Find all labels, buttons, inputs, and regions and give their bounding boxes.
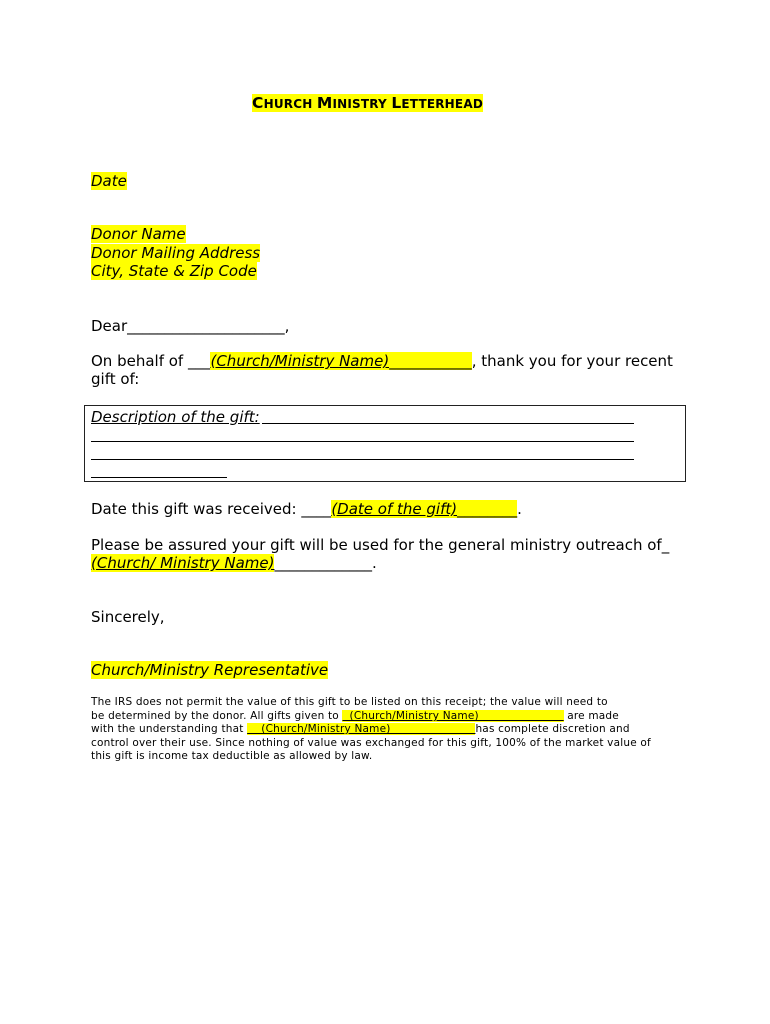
- disclaimer-line-5: this gift is income tax deductible as allowed by law.: [91, 750, 373, 762]
- description-rule-4: [91, 477, 227, 478]
- church-name-placeholder-3: (Church/Ministry Name): [342, 710, 564, 722]
- description-rule-1: [262, 423, 634, 424]
- church-name-placeholder-2: (Church/ Ministry Name): [91, 554, 275, 572]
- description-rule-3: [91, 459, 634, 460]
- gift-description-label: Description of the gift:: [91, 408, 260, 426]
- church-name-placeholder-4: (Church/Ministry Name): [247, 723, 476, 735]
- assurance-sentence-line2: (Church/ Ministry Name)_____________.: [91, 554, 377, 572]
- date-placeholder: Date: [91, 172, 127, 190]
- disclaimer-line-4: control over their use. Since nothing of value was exchanged for this gift, 100% of the market value of: [91, 737, 651, 749]
- church-name-placeholder: (Church/Ministry Name): [210, 352, 390, 370]
- closing: Sincerely,: [91, 608, 165, 626]
- donor-name: Donor Name: [91, 225, 186, 243]
- representative-signature: Church/Ministry Representative: [91, 661, 329, 679]
- disclaimer-line-3: with the understanding that (Church/Ministry Name) has complete discretion and: [91, 723, 630, 735]
- gift-date-sentence: Date this gift was received: ____(Date of the gift)________.: [91, 500, 522, 518]
- description-rule-2: [91, 441, 634, 442]
- salutation: Dear_____________________,: [91, 317, 290, 335]
- letterhead-title: CHURCH MINISTRY LETTERHEAD: [252, 94, 483, 112]
- behalf-sentence-line2: gift of:: [91, 370, 140, 388]
- donor-address: Donor Mailing Address: [91, 244, 261, 262]
- behalf-sentence: On behalf of ___(Church/Ministry Name)___________, thank you for your recent: [91, 352, 673, 370]
- disclaimer-line-2: be determined by the donor. All gifts given to (Church/Ministry Name) are made: [91, 710, 619, 722]
- disclaimer-line-1: The IRS does not permit the value of this gift to be listed on this receipt; the value will need to: [91, 696, 608, 708]
- gift-date-placeholder: (Date of the gift): [331, 500, 458, 518]
- donor-city: City, State & Zip Code: [91, 262, 257, 280]
- assurance-sentence: Please be assured your gift will be used for the general ministry outreach of_: [91, 536, 670, 554]
